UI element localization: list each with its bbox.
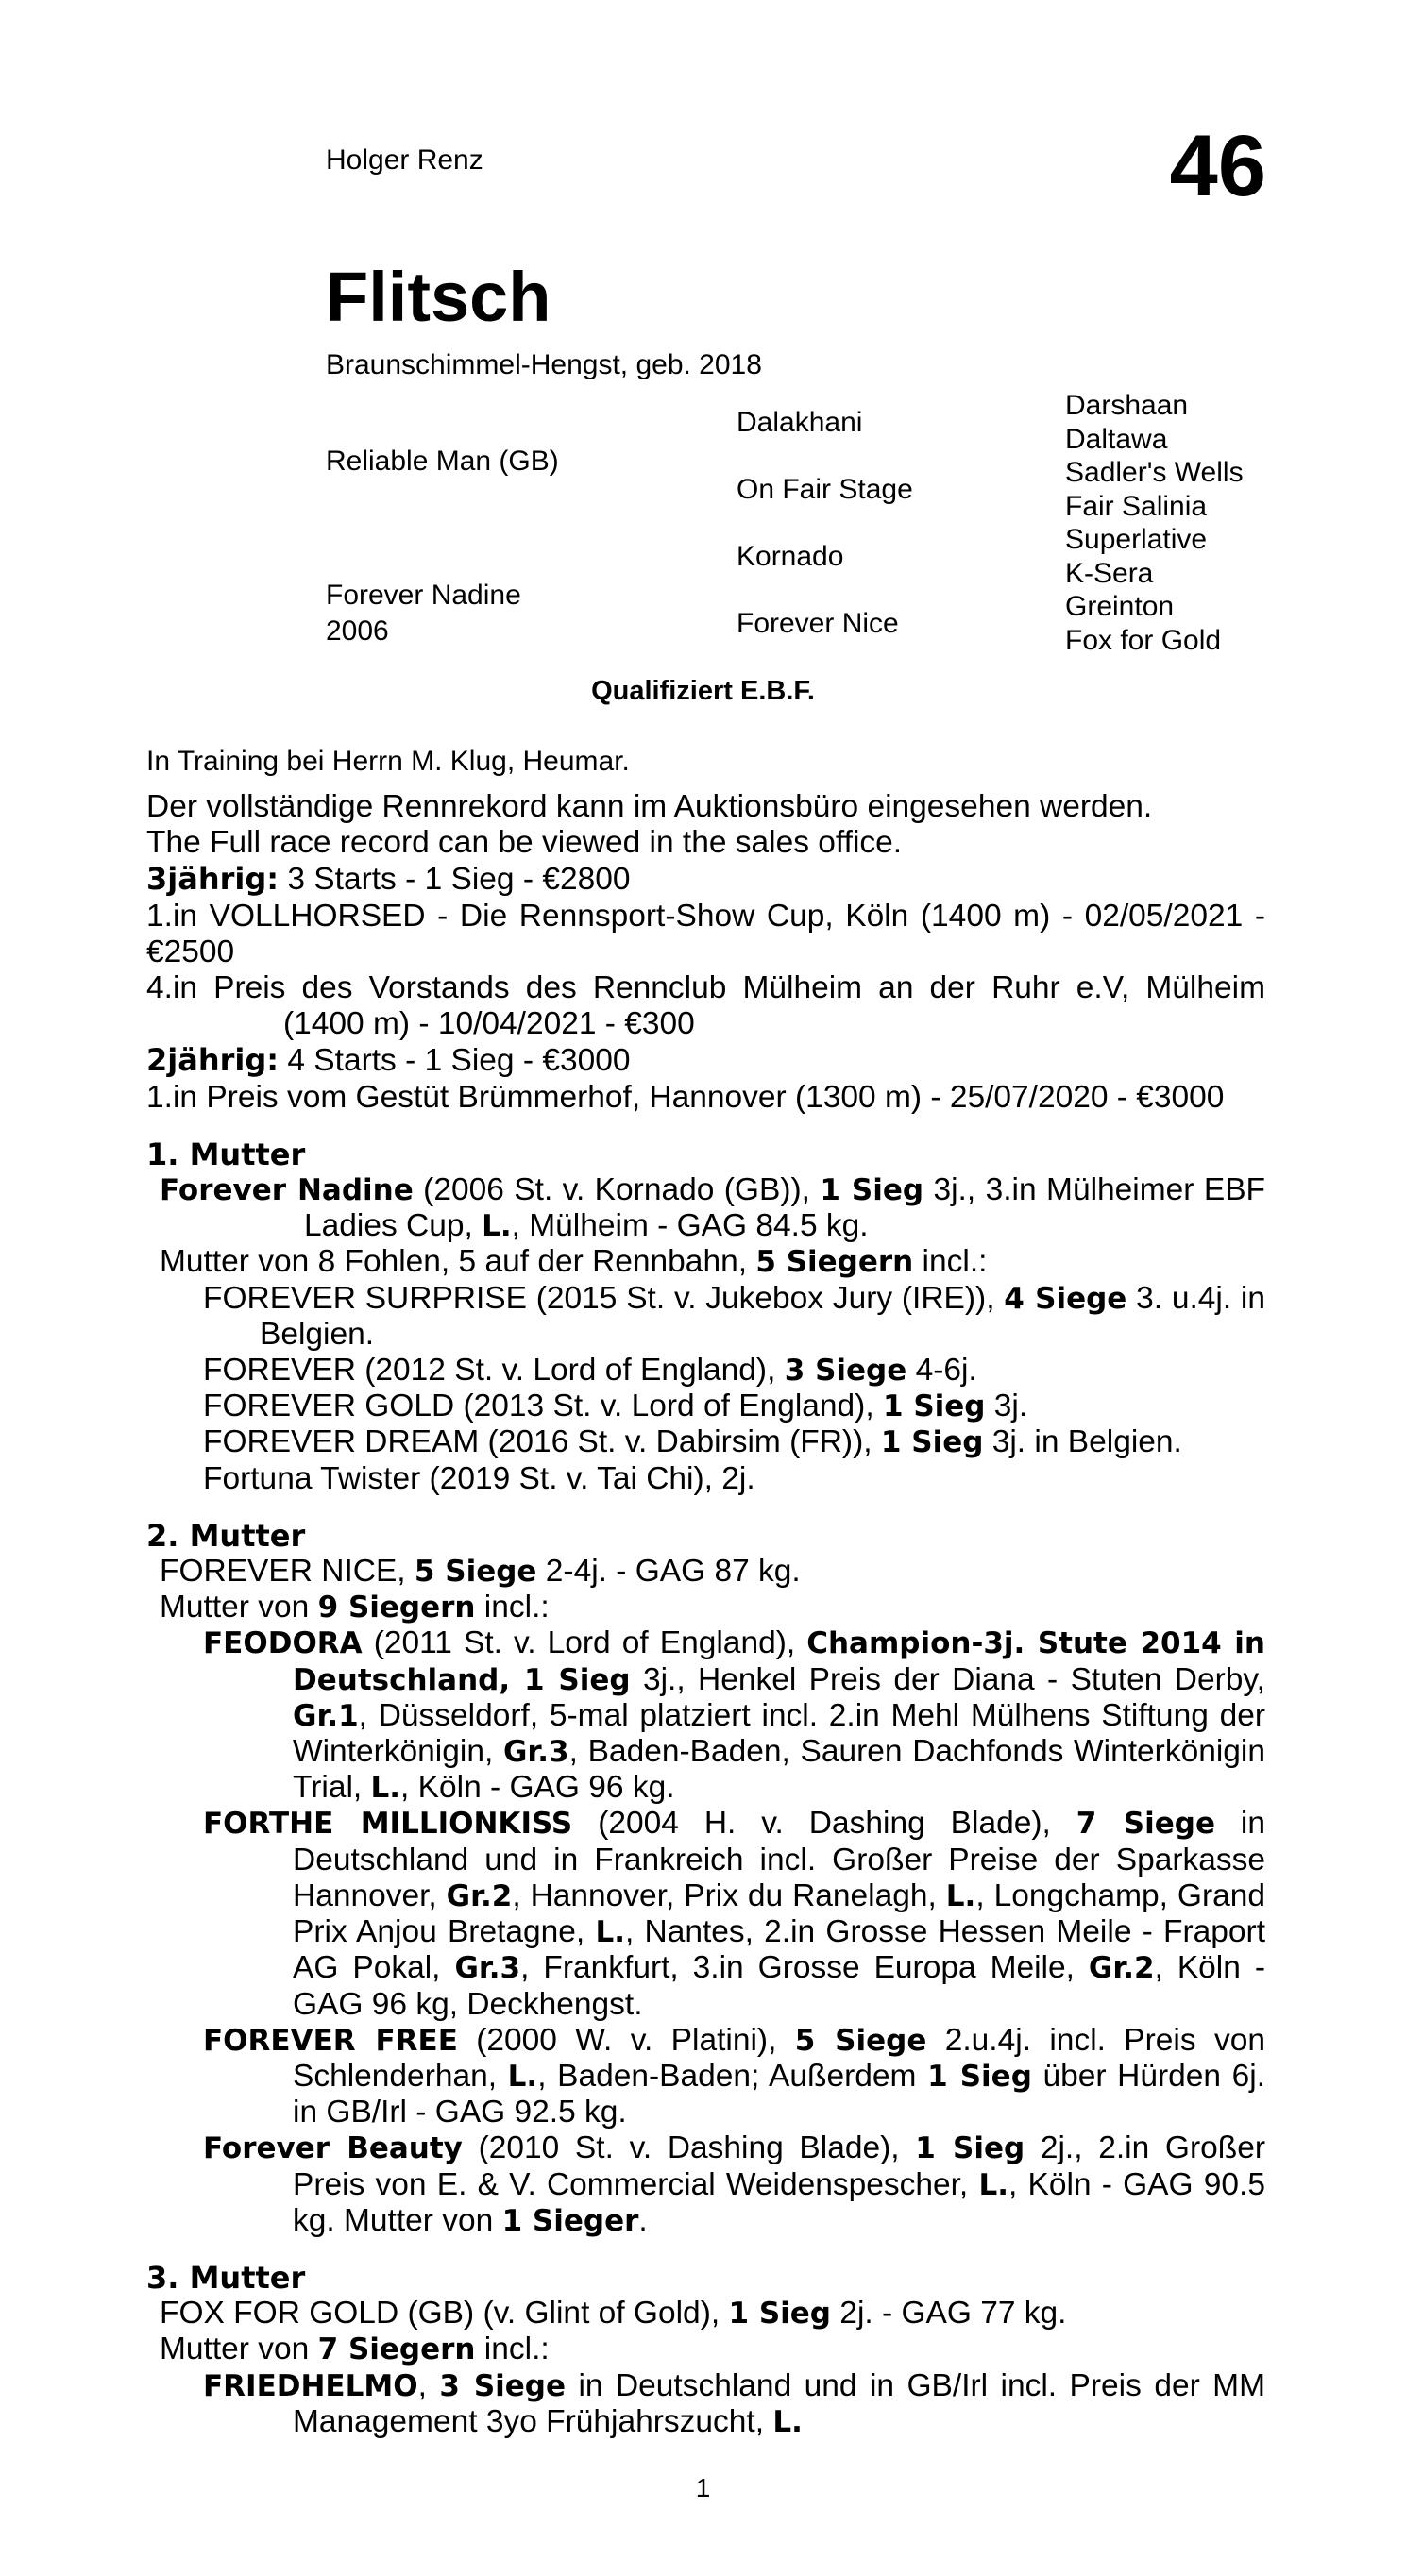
- pedigree-sire: Reliable Man (GB): [326, 446, 559, 477]
- offspring-entry: Fortuna Twister (2019 St. v. Tai Chi), 2j.: [203, 1460, 755, 1496]
- pedigree-dam: Forever Nadine: [326, 580, 521, 611]
- training-info: In Training bei Herrn M. Klug, Heumar.: [146, 746, 630, 777]
- pedigree-grandparent: Kornado: [737, 541, 844, 572]
- breeder-name: Holger Renz: [326, 144, 483, 176]
- dam3-winners: Mutter von 7 Siegern incl.:: [160, 2332, 550, 2367]
- dam1-heading: 1. Mutter: [146, 1136, 306, 1172]
- dam3-heading: 3. Mutter: [146, 2259, 306, 2296]
- racing-age3-summary: 3jährig: 3 Starts - 1 Sieg - €2800: [146, 861, 631, 898]
- race-result: 4.in Preis des Vorstands des Rennclub Mülheim an der Ruhr e.V, Mülheim (1400 m) - 10/04/2021 - €300: [146, 970, 1265, 1042]
- dam1-foals: Mutter von 8 Fohlen, 5 auf der Rennbahn, 5 Siegern incl.:: [160, 1244, 988, 1280]
- dam1-entry: Forever Nadine (2006 St. v. Kornado (GB)), 1 Sieg 3j., 3.in Mülheimer EBF Ladies Cup, L., Mülheim - GAG 84.5 kg.: [160, 1172, 1266, 1244]
- racing-age2-summary: 2jährig: 4 Starts - 1 Sieg - €3000: [146, 1042, 631, 1079]
- offspring-entry: FOREVER DREAM (2016 St. v. Dabirsim (FR)), 1 Sieg 3j. in Belgien.: [203, 1424, 1182, 1460]
- record-note-de: Der vollständige Rennrekord kann im Auktionsbüro eingesehen werden.: [146, 789, 1153, 824]
- pedigree-great-grandparent: Fox for Gold: [1065, 625, 1222, 656]
- offspring-entry: FEODORA (2011 St. v. Lord of England), Champion-3j. Stute 2014 in Deutschland, 1 Sieg 3j., Henkel Preis der Diana - Stuten Derby, Gr.1, Düsseldorf, 5-mal platziert incl. 2.in Mehl Mülhens Stiftung der Winterkönigin, Gr.3, Baden-Baden, Sauren Dachfonds Winterkönigin Trial, L., Köln - GAG 96 kg.: [203, 1625, 1266, 1806]
- pedigree-great-grandparent: Sadler's Wells: [1065, 457, 1244, 488]
- race-result: 1.in Preis vom Gestüt Brümmerhof, Hannover (1300 m) - 25/07/2020 - €3000: [146, 1079, 1225, 1115]
- page-number: 1: [695, 2473, 711, 2502]
- dam2-winners: Mutter von 9 Siegern incl.:: [160, 1590, 550, 1625]
- offspring-entry: FOREVER FREE (2000 W. v. Platini), 5 Siege 2.u.4j. incl. Preis von Schlenderhan, L., Baden-Baden; Außerdem 1 Sieg über Hürden 6j. in GB/Irl - GAG 92.5 kg.: [203, 2022, 1266, 2130]
- offspring-entry: FOREVER GOLD (2013 St. v. Lord of England), 1 Sieg 3j.: [203, 1389, 1028, 1424]
- pedigree-great-grandparent: Fair Salinia: [1065, 491, 1208, 522]
- pedigree-great-grandparent: Greinton: [1065, 591, 1175, 622]
- record-note-en: The Full race record can be viewed in the sales office.: [146, 825, 903, 861]
- pedigree-grandparent: Forever Nice: [737, 608, 899, 639]
- pedigree-dam-year: 2006: [326, 615, 389, 647]
- pedigree-great-grandparent: Superlative: [1065, 524, 1208, 555]
- dam3-entry: FOX FOR GOLD (GB) (v. Glint of Gold), 1 Sieg 2j. - GAG 77 kg.: [160, 2296, 1067, 2332]
- pedigree-great-grandparent: Daltawa: [1065, 424, 1168, 455]
- offspring-entry: FOREVER (2012 St. v. Lord of England), 3 Siege 4-6j.: [203, 1353, 977, 1389]
- horse-name: Flitsch: [326, 258, 551, 336]
- offspring-entry: Forever Beauty (2010 St. v. Dashing Blade), 1 Sieg 2j., 2.in Großer Preis von E. & V. Commercial Weidenspescher, L., Köln - GAG 90.5 kg. Mutter von 1 Sieger.: [203, 2130, 1265, 2238]
- pedigree-great-grandparent: Darshaan: [1065, 390, 1189, 421]
- pedigree-grandparent: Dalakhani: [737, 407, 863, 438]
- dam2-entry: FOREVER NICE, 5 Siege 2-4j. - GAG 87 kg.: [160, 1554, 801, 1590]
- offspring-entry: FOREVER SURPRISE (2015 St. v. Jukebox Jury (IRE)), 4 Siege 3. u.4j. in Belgien.: [203, 1280, 1265, 1352]
- dam2-heading: 2. Mutter: [146, 1517, 306, 1554]
- lot-number: 46: [1169, 118, 1266, 214]
- offspring-entry: FORTHE MILLIONKISS (2004 H. v. Dashing Blade), 7 Siege in Deutschland und in Frankreich incl. Großer Preise der Sparkasse Hannover, Gr.2, Hannover, Prix du Ranelagh, L., Longchamp, Grand Prix Anjou Bretagne, L., Nantes, 2.in Grosse Hessen Meile - Fraport AG Pokal, Gr.3, Frankfurt, 3.in Grosse Europa Meile, Gr.2, Köln - GAG 96 kg, Deckhengst.: [203, 1806, 1266, 2022]
- qualification: Qualifiziert E.B.F.: [591, 676, 815, 706]
- pedigree-great-grandparent: K-Sera: [1065, 558, 1154, 589]
- horse-description: Braunschimmel-Hengst, geb. 2018: [326, 349, 762, 380]
- catalogue-body: [146, 789, 1265, 2440]
- race-result: 1.in VOLLHORSED - Die Rennsport-Show Cup, Köln (1400 m) - 02/05/2021 - €2500: [146, 898, 1265, 969]
- pedigree-grandparent: On Fair Stage: [737, 474, 913, 505]
- offspring-entry: FRIEDHELMO, 3 Siege in Deutschland und in GB/Irl incl. Preis der MM Management 3yo Frühjahrszucht, L.: [203, 2367, 1265, 2439]
